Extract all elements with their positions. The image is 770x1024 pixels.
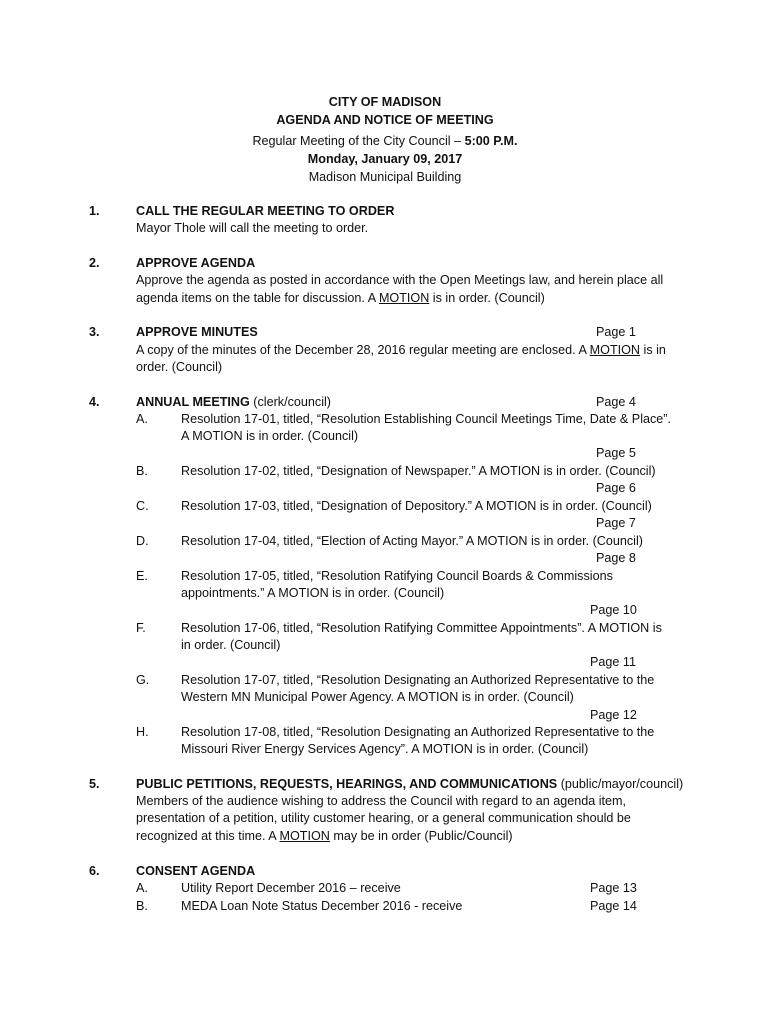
sub-letter: B.: [136, 899, 148, 913]
sub-letter: A.: [136, 881, 148, 895]
item-4-title-line: [136, 395, 331, 409]
item-4-title-note: (clerk/council): [249, 395, 331, 409]
sub-page: Page 8: [596, 551, 636, 565]
item-5-title-note: (public/mayor/council): [557, 777, 684, 791]
item-4-title: ANNUAL MEETING: [136, 395, 250, 409]
sub-text-line1: Resolution 17-06, titled, “Resolution Ratifying Committee Appointments”. A MOTION is: [181, 621, 662, 635]
sub-text-line2: Western MN Municipal Power Agency. A MOTION is in order. (Council): [181, 690, 574, 704]
sub-text-line2: A MOTION is in order. (Council): [181, 429, 359, 443]
sub-letter: E.: [136, 569, 148, 583]
item-3-text-line2: order. (Council): [136, 360, 223, 374]
sub-text-line2: in order. (Council): [181, 638, 281, 652]
motion-underline: MOTION: [378, 291, 430, 305]
item-2-text-c: is in order. (Council): [429, 291, 545, 305]
item-5-text-line2: presentation of a petition, utility customer hearing, or a general communication should be: [136, 811, 631, 825]
item-3-page: Page 1: [596, 325, 636, 339]
item-3-title: APPROVE MINUTES: [136, 325, 258, 339]
sub-text-line1: Resolution 17-08, titled, “Resolution Designating an Authorized Representative to the: [181, 725, 655, 739]
sub-letter: A.: [136, 412, 148, 426]
item-5-title: PUBLIC PETITIONS, REQUESTS, HEARINGS, AND COMMUNICATIONS: [136, 777, 558, 791]
sub-letter: H.: [136, 725, 149, 739]
sub-text-line1: Resolution 17-02, titled, “Designation of Newspaper.” A MOTION is in order. (Council): [181, 464, 656, 478]
item-5-title-line: [136, 777, 683, 791]
motion-underline: MOTION: [279, 829, 330, 843]
item-4-page: Page 4: [596, 395, 636, 409]
sub-text-line1: Resolution 17-01, titled, “Resolution Establishing Council Meetings Time, Date & Place”.: [181, 412, 671, 426]
item-3-text-c: is in: [640, 343, 666, 357]
sub-page: Page 12: [590, 708, 637, 722]
sub-letter: G.: [136, 673, 150, 687]
item-2-text-line1: Approve the agenda as posted in accordance with the Open Meetings law, and herein place all: [136, 273, 664, 287]
item-5-text-line3: [136, 829, 513, 843]
sub-page: Page 6: [596, 481, 636, 495]
consent-item-page: Page 14: [590, 899, 637, 913]
sub-letter: B.: [136, 464, 148, 478]
meeting-time: 5:00 P.M.: [464, 134, 518, 148]
item-6-title: CONSENT AGENDA: [136, 864, 256, 878]
sub-letter: C.: [136, 499, 149, 513]
agenda-title: AGENDA AND NOTICE OF MEETING: [276, 113, 494, 127]
consent-item-text: Utility Report December 2016 – receive: [181, 881, 401, 895]
item-1-number: 1.: [89, 204, 100, 218]
item-5-text-c: may be in order (Public/Council): [329, 829, 513, 843]
item-3-text-line1: [136, 343, 666, 357]
item-3-number: 3.: [89, 325, 100, 339]
consent-item-text: MEDA Loan Note Status December 2016 - receive: [181, 899, 463, 913]
item-2-text-a: agenda items on the table for discussion. A: [136, 291, 379, 305]
city-name: CITY OF MADISON: [328, 95, 442, 109]
sub-text-line1: Resolution 17-07, titled, “Resolution Designating an Authorized Representative to the: [181, 673, 655, 687]
meeting-date: Monday, January 09, 2017: [307, 152, 463, 166]
sub-text-line2: Missouri River Energy Services Agency”. A MOTION is in order. (Council): [181, 742, 589, 756]
item-1-title: CALL THE REGULAR MEETING TO ORDER: [136, 204, 395, 218]
meeting-location: Madison Municipal Building: [308, 170, 462, 184]
sub-text-line1: Resolution 17-05, titled, “Resolution Ratifying Council Boards & Commissions: [181, 569, 613, 583]
item-5-number: 5.: [89, 777, 100, 791]
item-4-number: 4.: [89, 395, 100, 409]
item-5-text-a: recognized at this time. A: [136, 829, 280, 843]
sub-page: Page 5: [596, 446, 636, 460]
sub-letter: D.: [136, 534, 149, 548]
item-2-number: 2.: [89, 256, 100, 270]
item-2-title: APPROVE AGENDA: [136, 256, 256, 270]
sub-text-line1: Resolution 17-03, titled, “Designation of Depository.” A MOTION is in order. (Council): [181, 499, 652, 513]
sub-letter: F.: [136, 621, 146, 635]
sub-text-line1: Resolution 17-04, titled, “Election of Acting Mayor.” A MOTION is in order. (Council): [181, 534, 643, 548]
item-6-number: 6.: [89, 864, 100, 878]
sub-page: Page 7: [596, 516, 636, 530]
meeting-type: Regular Meeting of the City Council –: [252, 134, 465, 148]
item-2-text-line2: [136, 291, 545, 305]
item-1-text: Mayor Thole will call the meeting to order.: [136, 221, 369, 235]
meeting-type-line: [0, 134, 770, 148]
sub-text-line2: appointments.” A MOTION is in order. (Council): [181, 586, 445, 600]
sub-page: Page 11: [590, 655, 636, 669]
item-5-text-line1: Members of the audience wishing to address the Council with regard to an agenda item,: [136, 794, 627, 808]
consent-item-page: Page 13: [590, 881, 637, 895]
motion-underline: MOTION: [589, 343, 641, 357]
sub-page: Page 10: [590, 603, 637, 617]
item-3-text-a: A copy of the minutes of the December 28, 2016 regular meeting are enclosed. A: [136, 343, 590, 357]
